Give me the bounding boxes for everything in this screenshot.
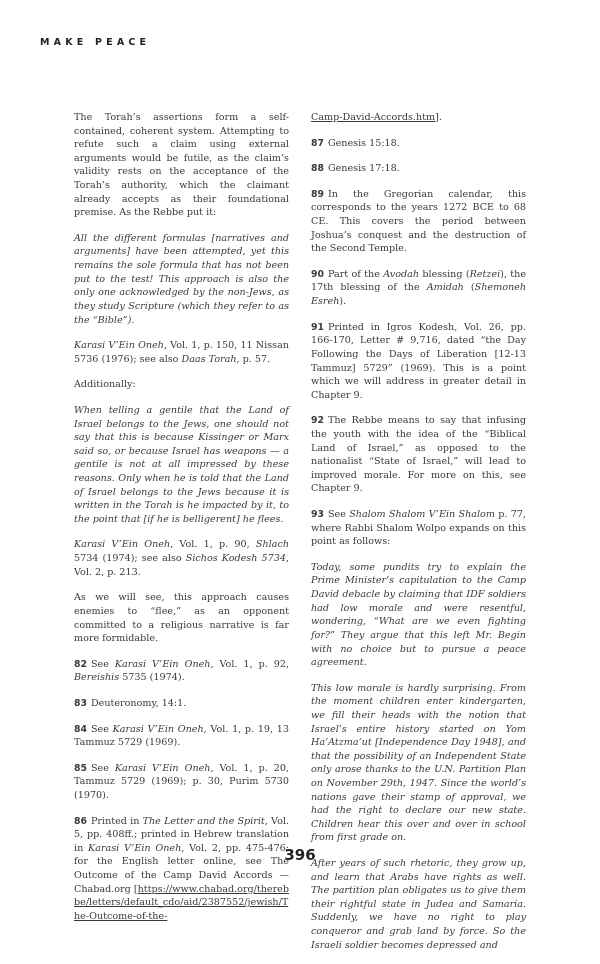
block-quote: After years of such rhetoric, they grow up, and learn that Arabs have rights as well. The partition plan obligates us to give them their rightful state in Judea and Samaria. Suddenly, we have no right to play conqueror and grab land by force. So the Israeli soldier becomes depressed and [311,858,526,951]
footnote-90: 90 Part of the Avodah blessing (Retzei), the 17th blessing of the Amidah (Shemoneh Esreh). [311,268,527,308]
footnote-93: 93 See Shalom Shalom V’Ein Shalom p. 77, where Rabbi Shalom Wolpo expands on this point as follows: [311,509,526,548]
right-column [311,111,526,964]
footnote-91: 91 Printed in Igros Kodesh, Vol. 26, pp. 166-170, Letter # 9,716, dated “the Day Following the Days of Liberation [12-13 Tammuz] 5729” (1969). This is a point which we will address in greater detail in Chapter 9. [311,321,526,401]
block-quote: This low morale is hardly surprising. From the moment children enter kindergarten, we fill their heads with the notion that Israel’s entire history started on Yom Ha’Atzma’ut [Independence Day 1948], and that the possibility of an Independent State only arose thanks to the U.N. Partition Plan on November 29th, 1947. Since the world’s nations gave their stamp of approval, we had the right to declare our new state. Children hear this over and over in school from first grade on. [311,682,526,844]
left-column [74,111,289,935]
footnote-83: 83 Deuteronomy, 14:1. [74,697,187,709]
body-paragraph: The Torah’s assertions form a self-contained, coherent system. Attempting to refute such a claim using external arguments would be futile, as the claim’s validity rests on the acceptance of the Torah’s authority, which the claimant already accepts as their foundational premise. As the Rebbe put it: [74,112,289,219]
block-quote: When telling a gentile that the Land of Israel belongs to the Jews, one should not say that this is because Kissinger or Marx said so, or because Israel has weapons — a gentile is not at all impressed by these reasons. Only when he is told that the Land of Israel belongs to the Jews because it is written in the Torah is he impacted by it, to the point that [if he is belligerent] he flees. [74,404,289,525]
footnote-85: 85 See Karasi V’Ein Oneh, Vol. 1, p. 20, Tammuz 5729 (1969); p. 30, Purim 5730 (1970). [74,762,289,801]
url-link-continued[interactable]: Camp-David-Accords.htm [311,112,436,123]
page-number: 396 [284,846,316,864]
citation: Karasi V’Ein Oneh, Vol. 1, p. 150, 11 Nissan 5736 (1976); see also Daas Torah, p. 57. [74,340,289,365]
footnote-86-continued: Camp-David-Accords.htm]. [311,112,442,123]
footnote-87: 87 Genesis 15:18. [311,137,400,149]
body-paragraph: Additionally: [74,379,136,391]
url-link[interactable]: https://www.chabad.org/therebbe/letters/default_cdo/aid/2387552/jewish/The-Outcome-of-the- [74,883,289,922]
block-quote: All the different formulas [narratives and arguments] have been attempted, yet this remains the sole formula that has not been put to the test! This approach is also the only one acknowledged by the non-Jews, as they study Scripture (which they refer to as the “Bible”). [74,232,289,326]
body-paragraph: As we will see, this approach causes enemies to “flee,” as an opponent committed to a religious narrative is far more formidable. [74,592,289,645]
footnote-84: 84 See Karasi V’Ein Oneh, Vol. 1, p. 19, 13 Tammuz 5729 (1969). [74,723,289,749]
footnote-88: 88 Genesis 17:18. [311,163,400,175]
running-head: MAKE PEACE [40,37,151,48]
footnote-82: 82 See Karasi V’Ein Oneh, Vol. 1, p. 92, Bereishis 5735 (1974). [74,658,289,684]
footnote-92: 92 The Rebbe means to say that infusing the youth with the idea of the “Biblical Land of Israel,” as opposed to the nationalist “State of Israel,” will lead to improved morale. For more on this, see Chapter 9. [311,415,526,495]
footnote-86: 86 Printed in The Letter and the Spirit, Vol. 5, pp. 408ff.; printed in Hebrew translation in Karasi V’Ein Oneh, Vol. 2, pp. 475-476; for the English letter online, see The Outcome of the Camp David Accords — Chabad.org [https://www.chabad.org/therebbe/letters/default_cdo/aid/2387552/jewish/The-Outcome-of-the- [74,815,290,922]
citation: Karasi V’Ein Oneh, Vol. 1, p. 90, Shlach 5734 (1974); see also Sichos Kodesh 5734, Vol. 2, p. 213. [74,539,290,578]
block-quote: Today, some pundits try to explain the Prime Minister’s capitulation to the Camp David debacle by claiming that IDF soldiers had low morale and were resentful, wondering, “What are we even fighting for?” They argue that this left Mr. Begin with no choice but to pursue a peace agreement. [311,561,526,669]
footnote-89: 89 In the Gregorian calendar, this corresponds to the years 1272 BCE to 68 CE. This covers the period between Joshua’s conquest and the destruction of the Second Temple. [311,188,526,255]
